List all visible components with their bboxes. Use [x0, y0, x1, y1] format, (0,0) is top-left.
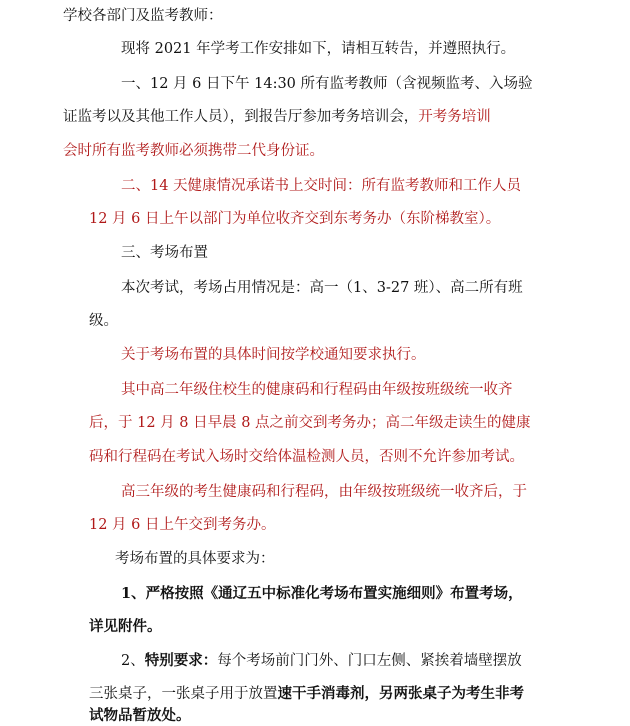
usage-line2: 级。 [89, 313, 118, 329]
item3-heading: 三、考场布置 [121, 245, 208, 261]
req2-line1 [121, 651, 522, 671]
usage-line1: 本次考试，考场占用情况是：高一（1、3-27 班）、高二所有班 [121, 280, 523, 296]
req2-line2 [89, 684, 524, 704]
grade2-line2: 后，于 12 月 8 日早晨 8 点之前交到考务办；高二年级走读生的健康 [89, 415, 531, 431]
item1-line2-black: 证监考以及其他工作人员），到报告厅参加考务培训会， [63, 109, 419, 125]
req2-line2-normal: 三张桌子，一张桌子用于放置 [89, 686, 278, 702]
req2-label: 特别要求： [144, 652, 218, 669]
req2-line3: 试物品暂放处。 [89, 707, 191, 724]
req1-line1: 1、严格按照《通辽五中标准化考场布置实施细则》布置考场， [121, 585, 523, 602]
req2-prefix: 2、 [121, 653, 145, 669]
grade2-line1: 其中高二年级住校生的健康码和行程码由年级按班级统一收齐 [121, 382, 513, 398]
req1-line2: 详见附件。 [89, 618, 162, 635]
grade2-line3: 码和行程码在考试入场时交给体温检测人员，否则不允许参加考试。 [89, 449, 524, 465]
notice-red: 关于考场布置的具体时间按学校通知要求执行。 [121, 347, 426, 363]
item1-line3-red: 会时所有监考教师必须携带二代身份证。 [63, 143, 324, 159]
requirements-heading: 考场布置的具体要求为： [115, 551, 275, 567]
intro-paragraph: 现将 2021 年学考工作安排如下，请相互转告，并遵照执行。 [121, 41, 516, 57]
salutation: 学校各部门及监考教师： [63, 8, 223, 24]
item1-line2-red: 开考务培训 [418, 109, 491, 125]
item2-line2: 12 月 6 日上午以部门为单位收齐交到东考务办（东阶梯教室）。 [89, 211, 501, 227]
grade3-line1: 高三年级的考生健康码和行程码，由年级按班级统一收齐后，于 [121, 484, 527, 500]
item2-line1: 二、14 天健康情况承诺书上交时间：所有监考教师和工作人员 [121, 178, 522, 194]
grade3-line2: 12 月 6 日上午交到考务办。 [89, 517, 276, 533]
req2-line1-rest: 每个考场前门门外、门口左侧、紧挨着墙壁摆放 [217, 653, 522, 669]
item1-line1: 一、12 月 6 日下午 14:30 所有监考教师（含视频监考、入场验 [121, 76, 533, 92]
req2-line2-bold: 速干手消毒剂，另两张桌子为考生非考 [277, 685, 524, 702]
item1-line2 [63, 107, 491, 127]
